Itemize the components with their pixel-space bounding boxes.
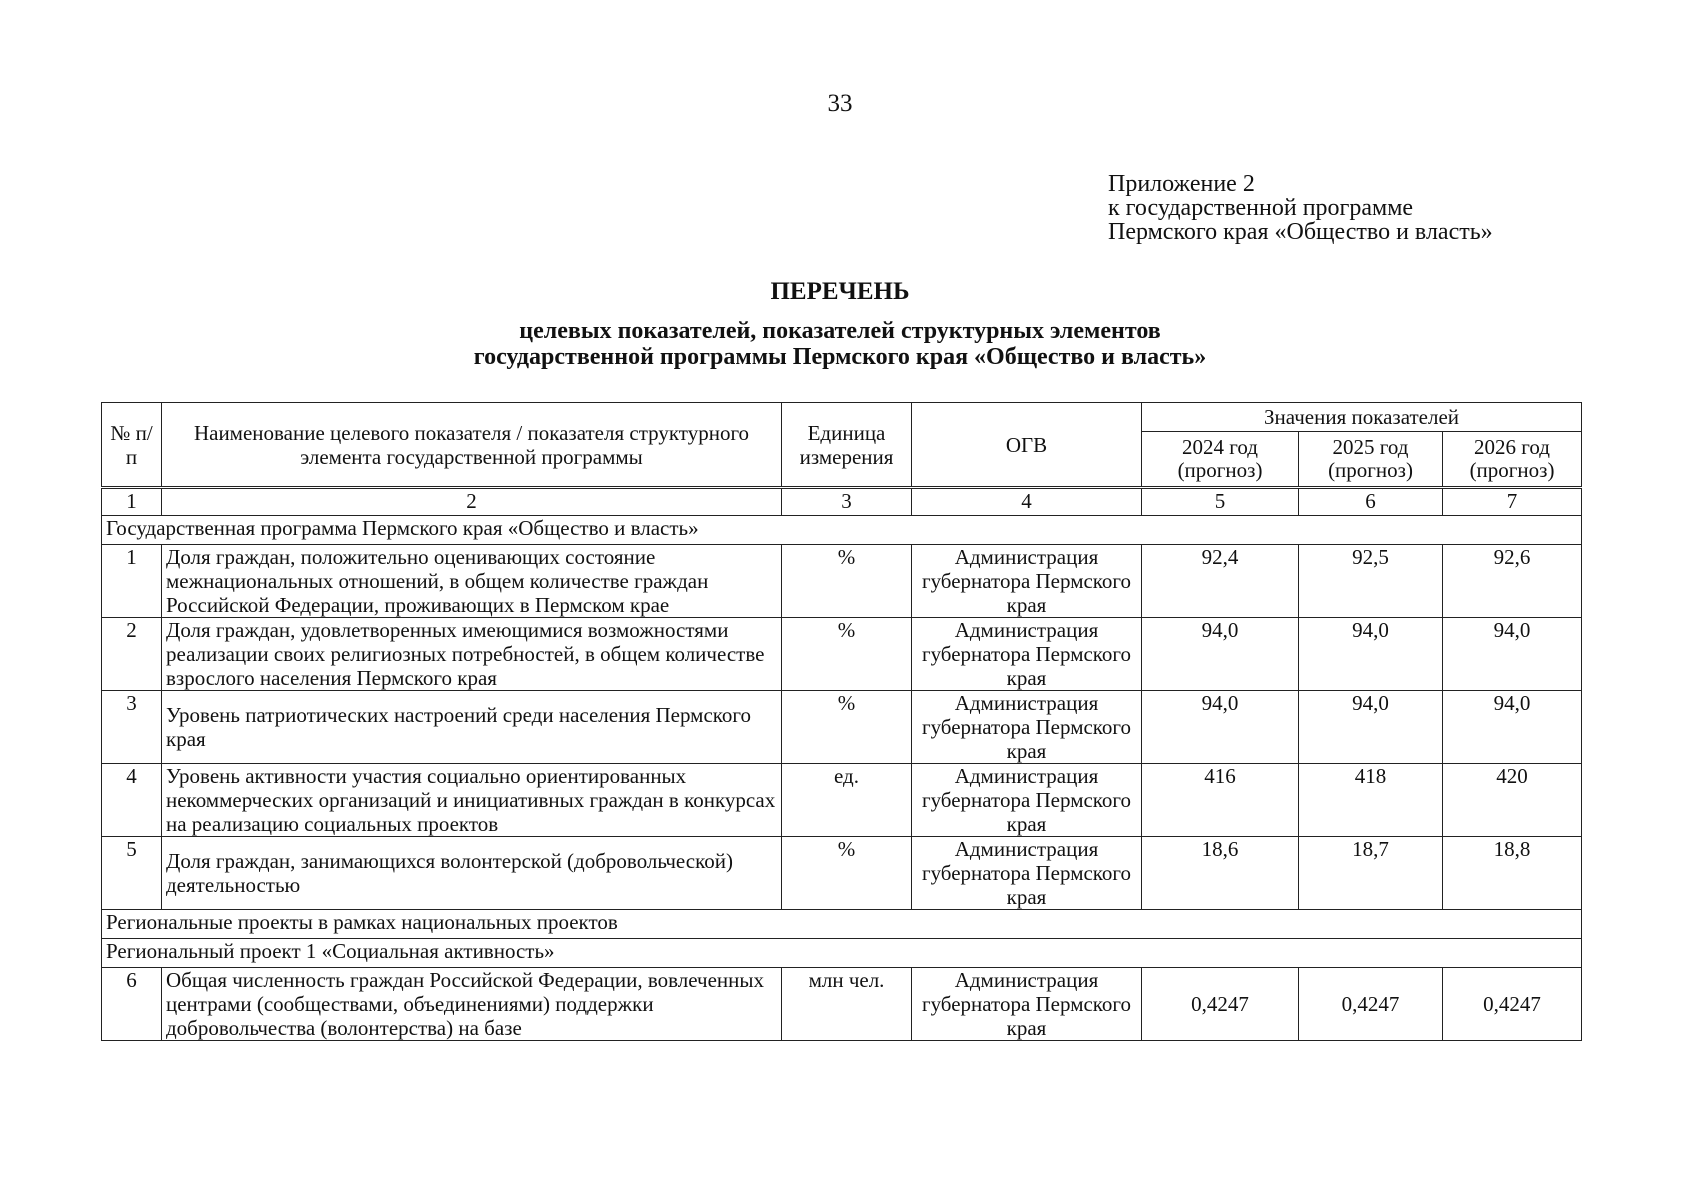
row-name: Доля граждан, занимающихся волонтерской (добровольческой) деятельностью bbox=[162, 837, 782, 910]
row-value-2024: 416 bbox=[1142, 764, 1299, 837]
row-unit: % bbox=[782, 545, 912, 618]
row-unit: % bbox=[782, 618, 912, 691]
section-title: Государственная программа Пермского края «Общество и власть» bbox=[102, 516, 1582, 545]
row-value-2024: 94,0 bbox=[1142, 691, 1299, 764]
row-value-2026: 0,4247 bbox=[1443, 968, 1582, 1041]
row-name: Доля граждан, удовлетворенных имеющимися возможностями реализации своих религиозных потребностей, в общем количестве взрослого населения Пермского края bbox=[162, 618, 782, 691]
row-value-2024: 18,6 bbox=[1142, 837, 1299, 910]
row-ogv: Администрация губернатора Пермского края bbox=[912, 968, 1142, 1041]
row-value-2026: 94,0 bbox=[1443, 618, 1582, 691]
row-ogv: Администрация губернатора Пермского края bbox=[912, 545, 1142, 618]
row-value-2024: 92,4 bbox=[1142, 545, 1299, 618]
document-title: ПЕРЕЧЕНЬ bbox=[770, 278, 910, 305]
row-value-2026: 420 bbox=[1443, 764, 1582, 837]
column-number: 4 bbox=[912, 488, 1142, 516]
row-unit: % bbox=[782, 837, 912, 910]
column-number: 5 bbox=[1142, 488, 1299, 516]
row-name: Уровень патриотических настроений среди населения Пермского края bbox=[162, 691, 782, 764]
section-row-state-program bbox=[102, 516, 1582, 545]
header-num: № п/п bbox=[102, 403, 162, 488]
row-ogv: Администрация губернатора Пермского края bbox=[912, 618, 1142, 691]
subtitle-line-1: целевых показателей, показателей структурных элементов bbox=[519, 318, 1161, 344]
row-value-2025: 418 bbox=[1299, 764, 1443, 837]
document-subtitle bbox=[0, 318, 1680, 370]
appendix-line-3: Пермского края «Общество и власть» bbox=[1108, 219, 1493, 245]
table-row bbox=[102, 968, 1582, 1041]
appendix-reference bbox=[1108, 172, 1493, 244]
row-value-2026: 94,0 bbox=[1443, 691, 1582, 764]
row-value-2025: 0,4247 bbox=[1299, 968, 1443, 1041]
column-number: 2 bbox=[162, 488, 782, 516]
row-value-2025: 94,0 bbox=[1299, 618, 1443, 691]
section-row-regional-projects bbox=[102, 910, 1582, 939]
row-value-2026: 92,6 bbox=[1443, 545, 1582, 618]
row-value-2026: 18,8 bbox=[1443, 837, 1582, 910]
row-ogv: Администрация губернатора Пермского края bbox=[912, 764, 1142, 837]
row-num: 4 bbox=[102, 764, 162, 837]
column-number: 6 bbox=[1299, 488, 1443, 516]
page-number: 33 bbox=[827, 90, 853, 117]
section-title: Региональные проекты в рамках национальных проектов bbox=[102, 910, 1582, 939]
row-name: Доля граждан, положительно оценивающих состояние межнациональных отношений, в общем количестве граждан Российской Федерации, проживающих в Пермском крае bbox=[162, 545, 782, 618]
row-value-2024: 94,0 bbox=[1142, 618, 1299, 691]
row-value-2025: 94,0 bbox=[1299, 691, 1443, 764]
row-num: 6 bbox=[102, 968, 162, 1041]
header-unit: Единица измерения bbox=[782, 403, 912, 488]
row-unit: млн чел. bbox=[782, 968, 912, 1041]
header-2025: 2025 год (прогноз) bbox=[1299, 432, 1443, 488]
indicators-table bbox=[101, 402, 1582, 1041]
appendix-line-2: к государственной программе bbox=[1108, 195, 1414, 221]
row-ogv: Администрация губернатора Пермского края bbox=[912, 837, 1142, 910]
row-unit: % bbox=[782, 691, 912, 764]
header-name: Наименование целевого показателя / показателя структурного элемента государственной программы bbox=[162, 403, 782, 488]
column-number: 3 bbox=[782, 488, 912, 516]
header-2024: 2024 год (прогноз) bbox=[1142, 432, 1299, 488]
subsection-row-social-activity bbox=[102, 939, 1582, 968]
table-row bbox=[102, 545, 1582, 618]
header-ogv: ОГВ bbox=[912, 403, 1142, 488]
column-number: 7 bbox=[1443, 488, 1582, 516]
row-value-2024: 0,4247 bbox=[1142, 968, 1299, 1041]
row-value-2025: 18,7 bbox=[1299, 837, 1443, 910]
row-num: 2 bbox=[102, 618, 162, 691]
table-row bbox=[102, 764, 1582, 837]
row-ogv: Администрация губернатора Пермского края bbox=[912, 691, 1142, 764]
subtitle-line-2: государственной программы Пермского края «Общество и власть» bbox=[473, 344, 1207, 370]
row-name: Общая численность граждан Российской Федерации, вовлеченных центрами (сообществами, объединениями) поддержки добровольчества (волонтерства) на базе bbox=[162, 968, 782, 1041]
table-row bbox=[102, 691, 1582, 764]
column-number: 1 bbox=[102, 488, 162, 516]
subsection-title: Региональный проект 1 «Социальная активность» bbox=[102, 939, 1582, 968]
appendix-line-1: Приложение 2 bbox=[1108, 171, 1255, 197]
row-value-2025: 92,5 bbox=[1299, 545, 1443, 618]
table-row bbox=[102, 618, 1582, 691]
header-row-top bbox=[102, 403, 1582, 432]
header-values-group: Значения показателей bbox=[1142, 403, 1582, 432]
row-num: 3 bbox=[102, 691, 162, 764]
row-unit: ед. bbox=[782, 764, 912, 837]
row-name: Уровень активности участия социально ориентированных некоммерческих организаций и инициативных граждан в конкурсах на реализацию социальных проектов bbox=[162, 764, 782, 837]
row-num: 1 bbox=[102, 545, 162, 618]
table-row bbox=[102, 837, 1582, 910]
row-num: 5 bbox=[102, 837, 162, 910]
column-number-row bbox=[102, 488, 1582, 516]
header-2026: 2026 год (прогноз) bbox=[1443, 432, 1582, 488]
